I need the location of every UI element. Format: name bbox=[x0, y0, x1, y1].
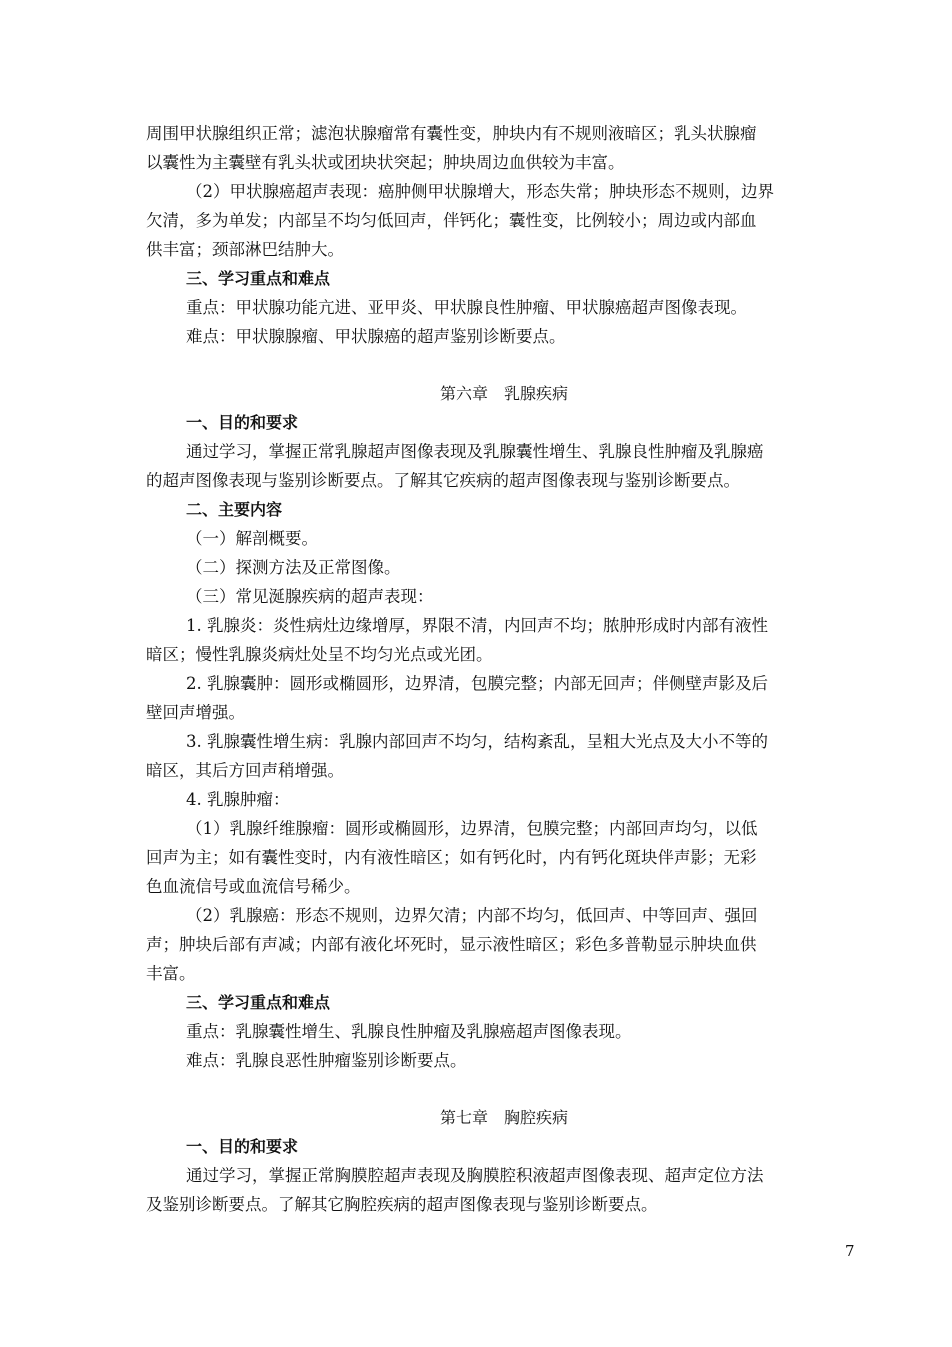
key-points: 重点：甲状腺功能亢进、亚甲炎、甲状腺良性肿瘤、甲状腺癌超声图像表现。 bbox=[186, 298, 747, 317]
difficult-points: 难点：甲状腺腺瘤、甲状腺癌的超声鉴别诊断要点。 bbox=[186, 327, 566, 346]
subsection-item: （一）解剖概要。 bbox=[186, 529, 318, 548]
list-subitem: （1）乳腺纤维腺瘤：圆形或椭圆形，边界清，包膜完整；内部回声均匀，以低 bbox=[186, 819, 758, 838]
section-heading: 二、主要内容 bbox=[186, 500, 283, 519]
chapter-title: 第六章 乳腺疾病 bbox=[439, 384, 568, 403]
subsection-item: （二）探测方法及正常图像。 bbox=[186, 558, 401, 577]
section-heading: 三、学习重点和难点 bbox=[186, 269, 331, 288]
spacer bbox=[146, 1075, 862, 1103]
list-subitem-cont: 回声为主；如有囊性变时，内有液性暗区；如有钙化时，内有钙化斑块伴声影；无彩 bbox=[146, 848, 757, 867]
list-item-cont: 壁回声增强。 bbox=[146, 703, 245, 722]
page-number: 7 bbox=[845, 1242, 855, 1260]
list-item: 1. 乳腺炎：炎性病灶边缘增厚，界限不清，内回声不均；脓肿形成时内部有液性 bbox=[186, 616, 768, 635]
paragraph-line: 通过学习，掌握正常乳腺超声图像表现及乳腺囊性增生、乳腺良性肿瘤及乳腺癌 bbox=[186, 442, 764, 461]
paragraph-line: 通过学习，掌握正常胸膜腔超声表现及胸膜腔积液超声图像表现、超声定位方法 bbox=[186, 1166, 764, 1185]
paragraph-line: 供丰富；颈部淋巴结肿大。 bbox=[146, 240, 344, 259]
section-heading: 一、目的和要求 bbox=[186, 1137, 299, 1156]
list-item: 3. 乳腺囊性增生病：乳腺内部回声不均匀，结构紊乱，呈粗大光点及大小不等的 bbox=[186, 732, 768, 751]
list-item: 4. 乳腺肿瘤： bbox=[186, 790, 290, 809]
list-subitem: （2）乳腺癌：形态不规则，边界欠清；内部不均匀，低回声、中等回声、强回 bbox=[186, 906, 758, 925]
paragraph-line: 的超声图像表现与鉴别诊断要点。了解其它疾病的超声图像表现与鉴别诊断要点。 bbox=[146, 471, 740, 490]
subsection-item: （三）常见涎腺疾病的超声表现： bbox=[186, 587, 434, 606]
key-points: 重点：乳腺囊性增生、乳腺良性肿瘤及乳腺癌超声图像表现。 bbox=[186, 1022, 632, 1041]
spacer bbox=[146, 351, 862, 379]
section-heading: 三、学习重点和难点 bbox=[186, 993, 331, 1012]
paragraph-line: 及鉴别诊断要点。了解其它胸腔疾病的超声图像表现与鉴别诊断要点。 bbox=[146, 1195, 658, 1214]
list-subitem-cont: 色血流信号或血流信号稀少。 bbox=[146, 877, 361, 896]
list-item-cont: 暗区；慢性乳腺炎病灶处呈不均匀光点或光团。 bbox=[146, 645, 493, 664]
list-subitem-cont: 声；肿块后部有声减；内部有液化坏死时，显示液性暗区；彩色多普勒显示肿块血供 bbox=[146, 935, 757, 954]
section-heading: 一、目的和要求 bbox=[186, 413, 299, 432]
difficult-points: 难点：乳腺良恶性肿瘤鉴别诊断要点。 bbox=[186, 1051, 467, 1070]
chapter-title: 第七章 胸腔疾病 bbox=[439, 1108, 568, 1127]
paragraph-line: 欠清，多为单发；内部呈不均匀低回声，伴钙化；囊性变，比例较小；周边或内部血 bbox=[146, 211, 757, 230]
paragraph-line: 周围甲状腺组织正常；滤泡状腺瘤常有囊性变，肿块内有不规则液暗区；乳头状腺瘤 bbox=[146, 124, 757, 143]
list-item-cont: 暗区，其后方回声稍增强。 bbox=[146, 761, 344, 780]
list-item: 2. 乳腺囊肿：圆形或椭圆形，边界清，包膜完整；内部无回声；伴侧壁声影及后 bbox=[186, 674, 768, 693]
list-subitem-cont: 丰富。 bbox=[146, 964, 196, 983]
paragraph-line: 以囊性为主囊壁有乳头状或团块状突起；肿块周边血供较为丰富。 bbox=[146, 153, 625, 172]
paragraph-line: （2）甲状腺癌超声表现：癌肿侧甲状腺增大，形态失常；肿块形态不规则，边界 bbox=[186, 182, 774, 201]
page-content bbox=[146, 119, 862, 1219]
